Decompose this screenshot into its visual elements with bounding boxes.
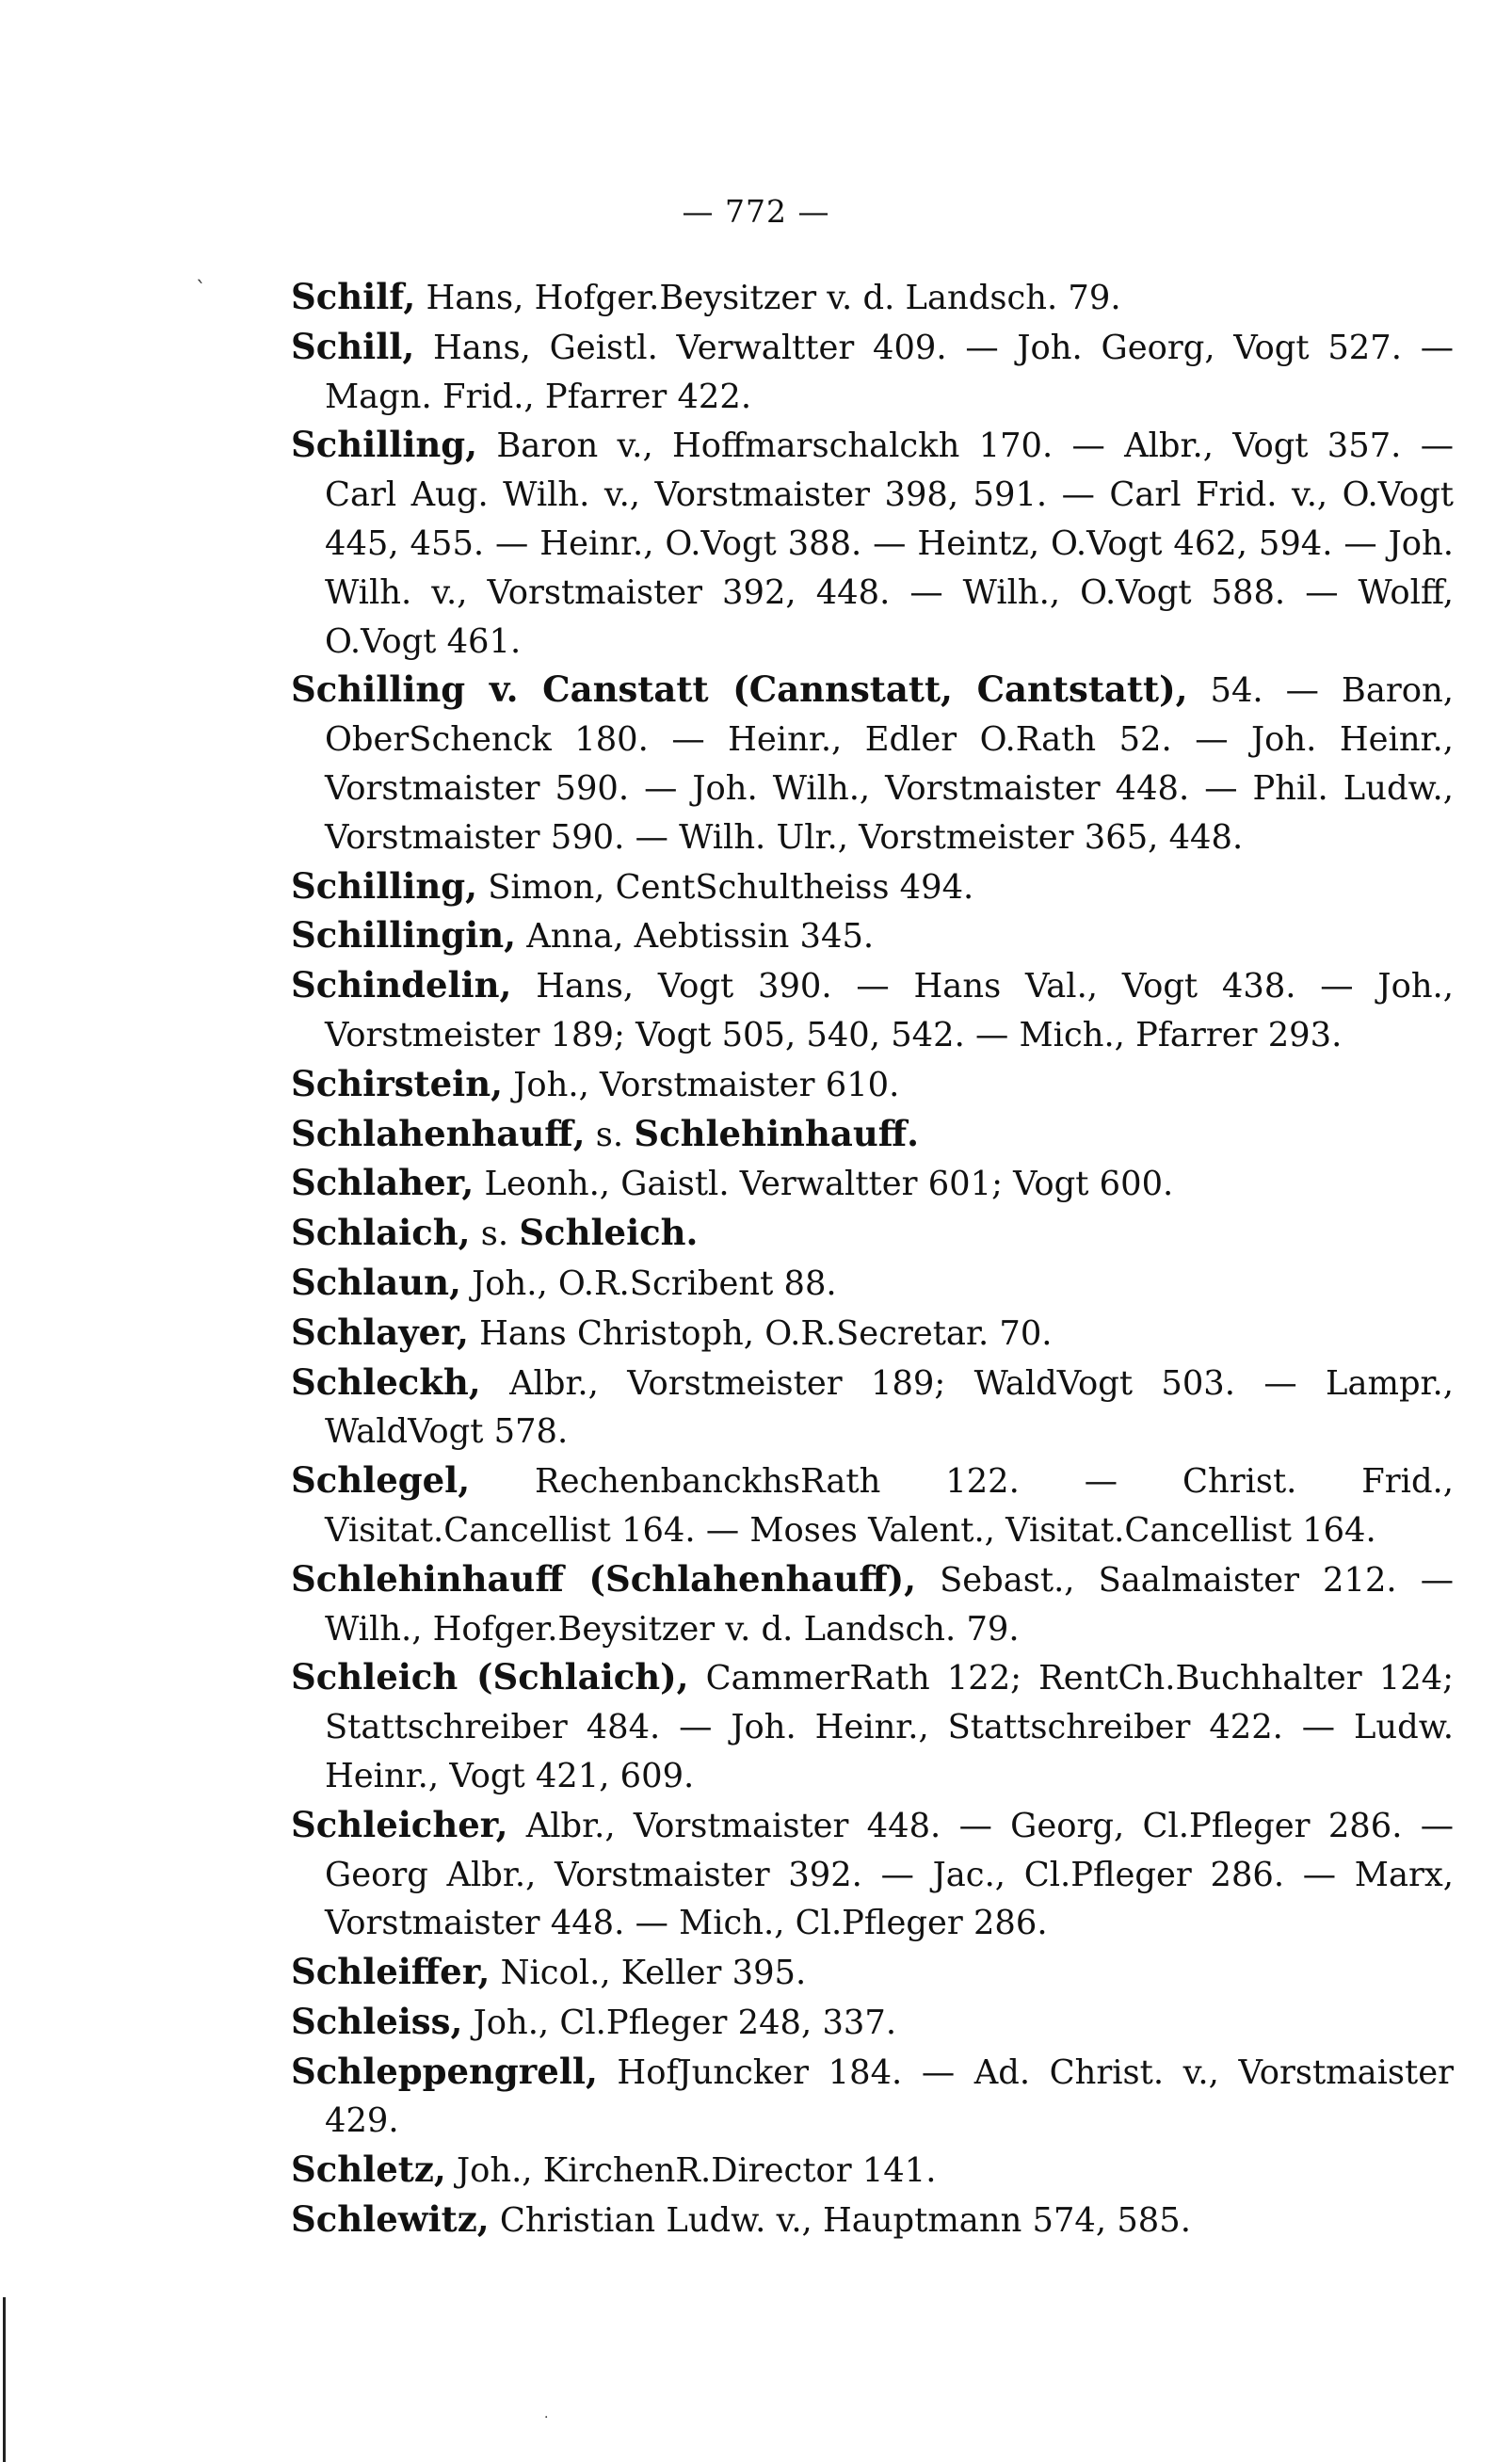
print-speck: ˋ [196,279,206,302]
entry-headword: Schill, [291,325,415,367]
entry-headword: Schleckh, [291,1360,481,1403]
entry-headword: Schindelin, [291,964,512,1006]
entry-headword: Schlewitz, [291,2198,490,2241]
entry-headword: Schlehinhauff (Schlahenhauff), [291,1557,917,1600]
index-entry [291,1359,1454,1457]
entry-headword: Schilling, [291,424,478,466]
entry-headword: Schlayer, [291,1311,469,1353]
print-speck: · [544,2410,549,2425]
entry-text: Joh., Cl.Pfleger 248, 337. [462,2003,897,2042]
entry-text: Albr., Vorstmaister 448. — Georg, Cl.Pfleger 286. — Georg Albr., Vorstmaister 392. — Jac., Cl.Pfleger 286. — Marx, Vorstmaister 448. — Mich., Cl.Pfleger 286. [325,1806,1454,1943]
index-entry [291,1259,1454,1309]
entry-text: s. [470,1215,520,1254]
entry-text: CammerRath 122; RentCh.Buchhalter 124; Stattschreiber 484. — Joh. Heinr., Stattschreiber 422. — Ludw. Heinr., Vogt 421, 609. [325,1659,1454,1795]
index-entry [291,911,1454,961]
entry-text: Albr., Vorstmeister 189; WaldVogt 503. — Lampr., WaldVogt 578. [325,1363,1454,1452]
entry-text: Sebast., Saalmaister 212. — Wilh., Hofger.Beysitzer v. d. Landsch. 79. [325,1560,1454,1649]
entry-text: Christian Ludw. v., Hauptmann 574, 585. [489,2201,1191,2241]
entry-headword: Schleiffer, [291,1951,491,1993]
index-entry [291,1110,1454,1160]
entry-text: 54. — Baron, OberSchenck 180. — Heinr., Edler O.Rath 52. — Joh. Heinr., Vorstmaister 590. — Joh. Wilh., Vorstmaister 448. — Phil. Ludw., Vorstmaister 590. — Wilh. Ulr., Vorstmeister 365, 448. [325,671,1454,857]
index-entry [291,323,1454,422]
entry-text: s. [585,1115,635,1154]
entry-text: Hans, Hofger.Beysitzer v. d. Landsch. 79. [415,279,1121,317]
scan-edge-line [3,2297,6,2462]
index-entry [291,2146,1454,2196]
entry-text: HofJuncker 184. — Ad. Christ. v., Vorstmaister 429. [325,2052,1454,2141]
entry-headword: Schletz, [291,2148,446,2191]
entry-headword: Schlahenhauff, [291,1112,586,1154]
entry-headword: Schilling v. Canstatt (Cannstatt, Cantstatt), [291,668,1188,711]
index-entry [291,862,1454,912]
entry-text: Hans, Geistl. Verwaltter 409. — Joh. Georg, Vogt 527. — Magn. Frid., Pfarrer 422. [325,328,1454,416]
entry-headword: Schirstein, [291,1062,503,1104]
index-entry [291,1801,1454,1948]
index-entries [291,273,1454,2245]
index-entry [291,1998,1454,2048]
entry-cross-reference: Schlehinhauff. [634,1112,919,1154]
index-entry [291,2196,1454,2245]
entry-headword: Schilf, [291,276,416,317]
index-entry [291,666,1454,861]
entry-headword: Schleppengrell, [291,2050,598,2092]
index-entry [291,1060,1454,1110]
entry-text: Anna, Aebtissin 345. [515,917,875,957]
entry-text: Joh., O.R.Scribent 88. [460,1263,837,1303]
entry-text: Joh., Vorstmaister 610. [503,1065,900,1104]
entry-text: Hans, Vogt 390. — Hans Val., Vogt 438. — Joh., Vorstmeister 189; Vogt 505, 540, 542. — Mich., Pfarrer 293. [325,967,1454,1054]
index-entry [291,273,1454,323]
entry-cross-reference: Schleich. [519,1212,699,1254]
entry-text: Simon, CentSchultheiss 494. [477,867,974,907]
page-number: — 772 — [682,193,830,230]
entry-headword: Schlaich, [291,1212,471,1254]
entry-headword: Schleich (Schlaich), [291,1656,689,1698]
entry-text: Baron v., Hoffmarschalckh 170. — Albr., Vogt 357. — Carl Aug. Wilh. v., Vorstmaister 398, 591. — Carl Frid. v., O.Vogt 445, 455. — Heinr., O.Vogt 388. — Heintz, O.Vogt 462, 594. — Joh. Wilh. v., Vorstmaister 392, 448. — Wilh., O.Vogt 588. — Wolff, O.Vogt 461. [325,426,1454,661]
entry-headword: Schleiss, [291,2000,463,2042]
entry-headword: Schleicher, [291,1803,508,1845]
index-entry [291,421,1454,666]
entry-text: Leonh., Gaistl. Verwaltter 601; Vogt 600. [474,1165,1174,1204]
index-entry [291,961,1454,1060]
index-entry [291,1309,1454,1359]
index-entry [291,1555,1454,1654]
entry-headword: Schilling, [291,864,478,907]
entry-headword: Schlaher, [291,1162,475,1204]
index-entry [291,1209,1454,1259]
entry-text: Hans Christoph, O.R.Secretar. 70. [468,1313,1053,1353]
index-entry [291,2048,1454,2147]
entry-text: RechenbanckhsRath 122. — Christ. Frid., Visitat.Cancellist 164. — Moses Valent., Visitat.Cancellist 164. [325,1462,1454,1550]
index-entry [291,1159,1454,1209]
entry-text: Nicol., Keller 395. [490,1954,807,1993]
index-entry [291,1456,1454,1555]
entry-headword: Schlaun, [291,1261,461,1303]
entry-text: Joh., KirchenR.Director 141. [445,2151,937,2191]
entry-headword: Schlegel, [291,1459,471,1502]
index-entry [291,1653,1454,1800]
entry-headword: Schillingin, [291,914,516,957]
index-entry [291,1948,1454,1998]
